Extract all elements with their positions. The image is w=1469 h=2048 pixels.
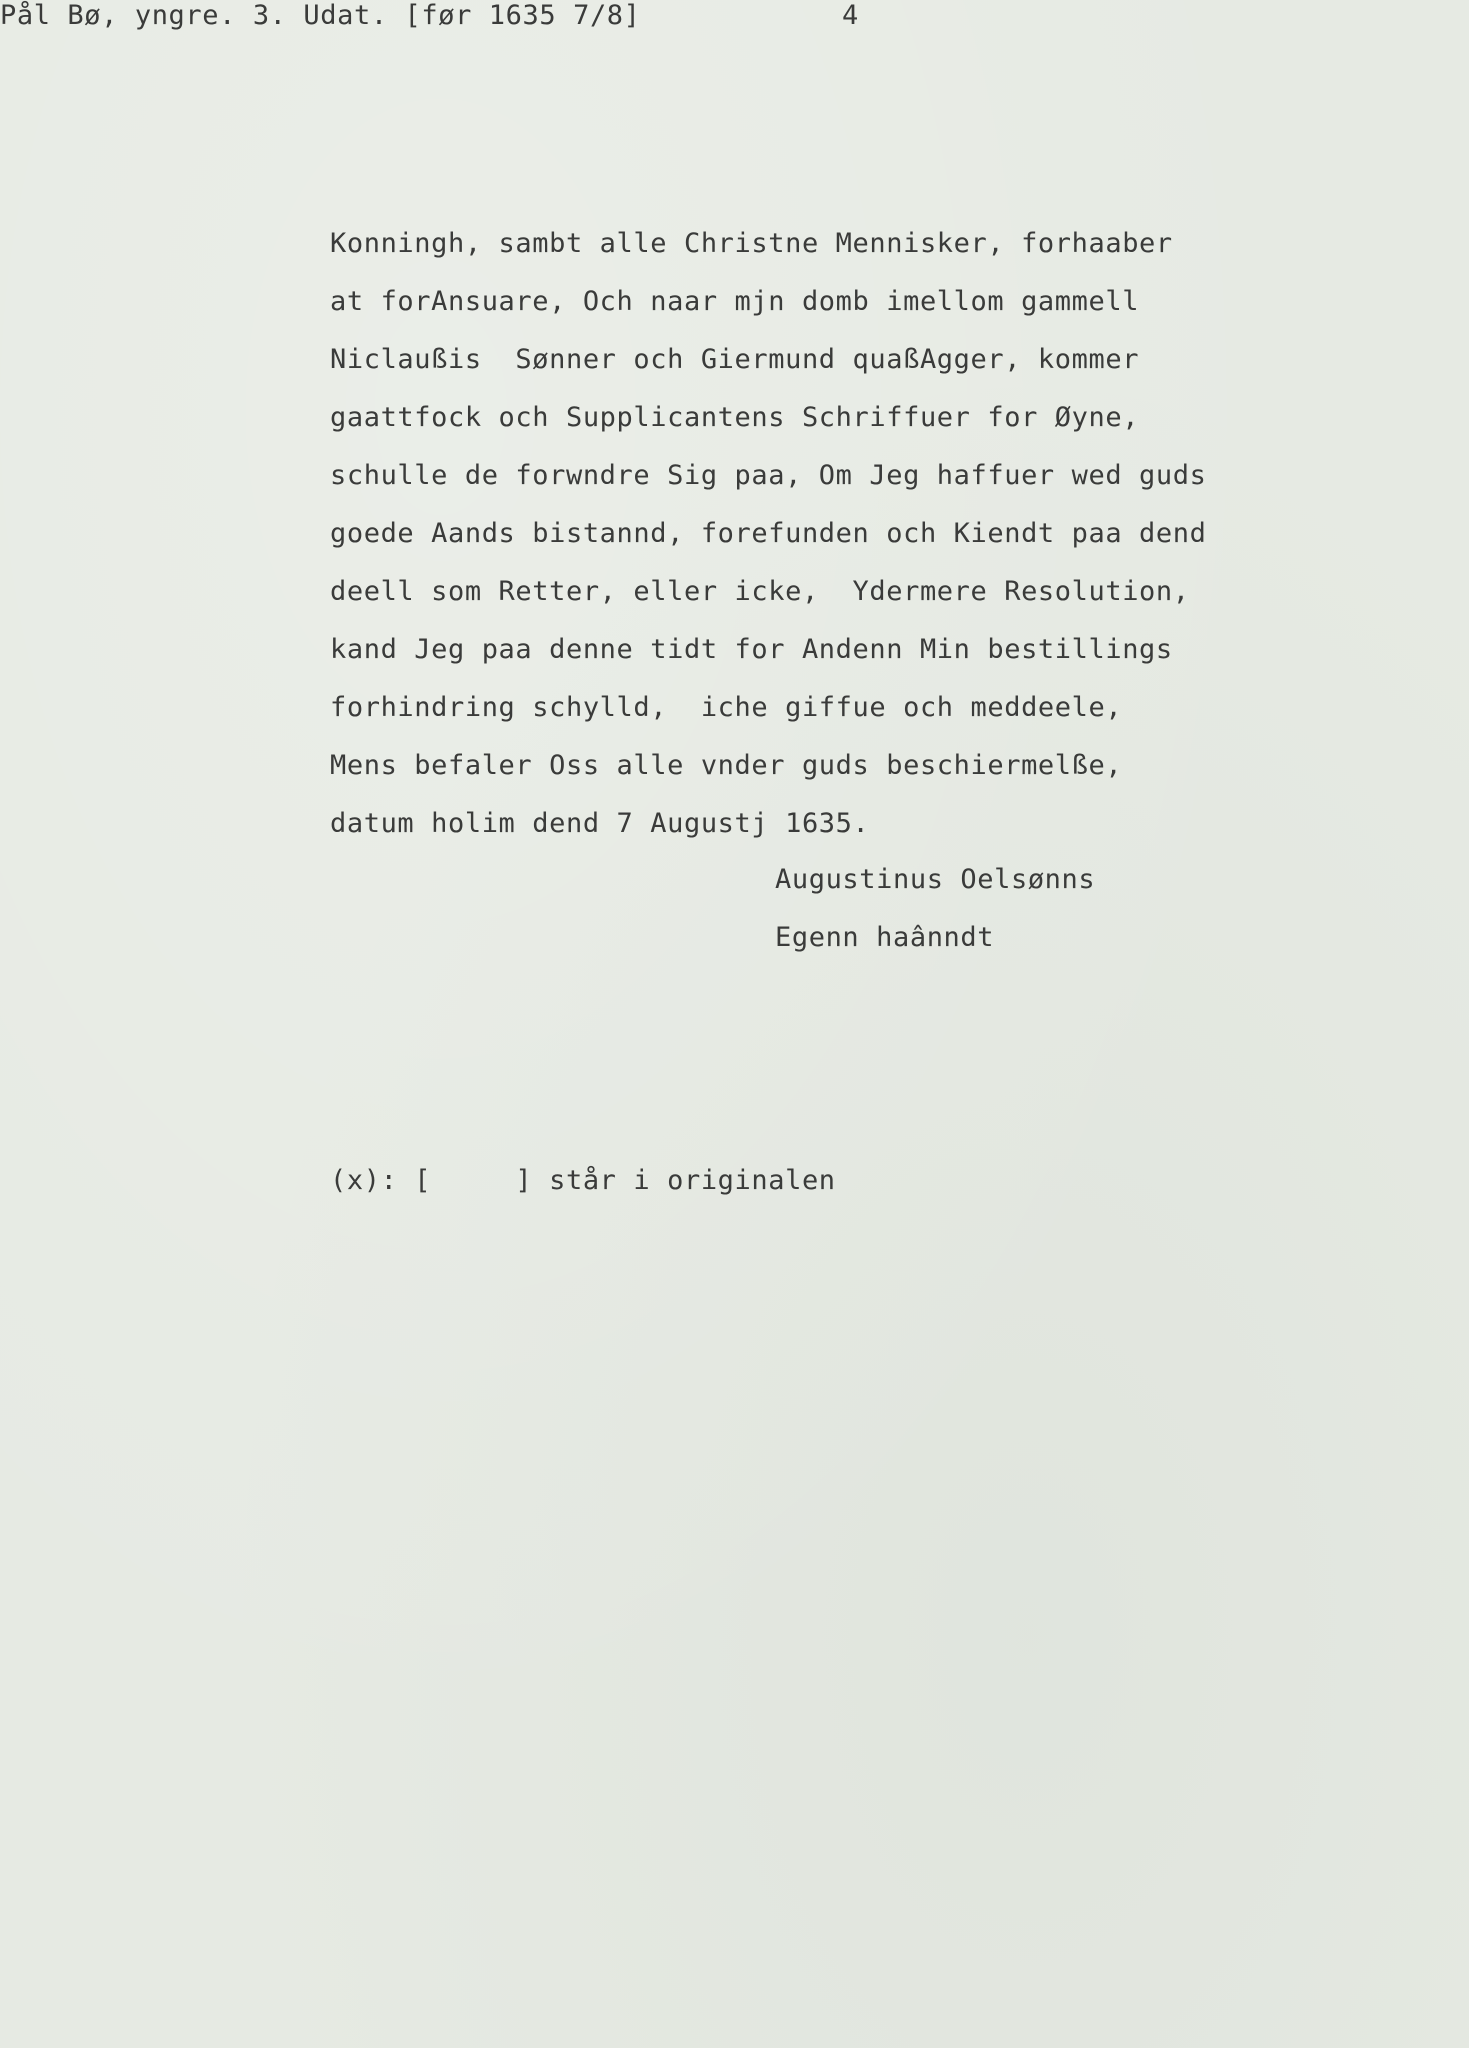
body-line: at forAnsuare, Och naar mjn domb imellom gammell <box>330 286 1140 317</box>
header-title: Pål Bø, yngre. 3. Udat. [før 1635 7/8] <box>0 0 641 31</box>
body-line: datum holim dend 7 Augustj 1635. <box>330 808 870 839</box>
body-line: schulle de forwndre Sig paa, Om Jeg haffuer wed guds <box>330 460 1207 491</box>
letter-body <box>330 228 1206 866</box>
page-header <box>0 0 900 30</box>
body-line: Konningh, sambt alle Christne Mennisker, forhaaber <box>330 228 1173 259</box>
signature-note: Egenn haânndt <box>775 922 995 953</box>
body-line: gaattfock och Supplicantens Schriffuer for Øyne, <box>330 402 1140 433</box>
body-line: kand Jeg paa denne tidt for Andenn Min bestillings <box>330 634 1173 665</box>
body-line: goede Aands bistannd, forefunden och Kiendt paa dend <box>330 518 1207 549</box>
footnote: (x): [ ] står i originalen <box>330 1165 836 1196</box>
page-number: 4 <box>842 0 859 31</box>
body-line: deell som Retter, eller icke, Ydermere Resolution, <box>330 576 1190 607</box>
body-line: forhindring schylld, iche giffue och meddeele, <box>330 692 1123 723</box>
body-line: Niclaußis Sønner och Giermund quaßAgger, kommer <box>330 344 1140 375</box>
signature-block <box>775 864 1095 980</box>
body-line: Mens befaler Oss alle vnder guds beschiermelße, <box>330 750 1123 781</box>
signature-name: Augustinus Oelsønns <box>775 864 1096 895</box>
